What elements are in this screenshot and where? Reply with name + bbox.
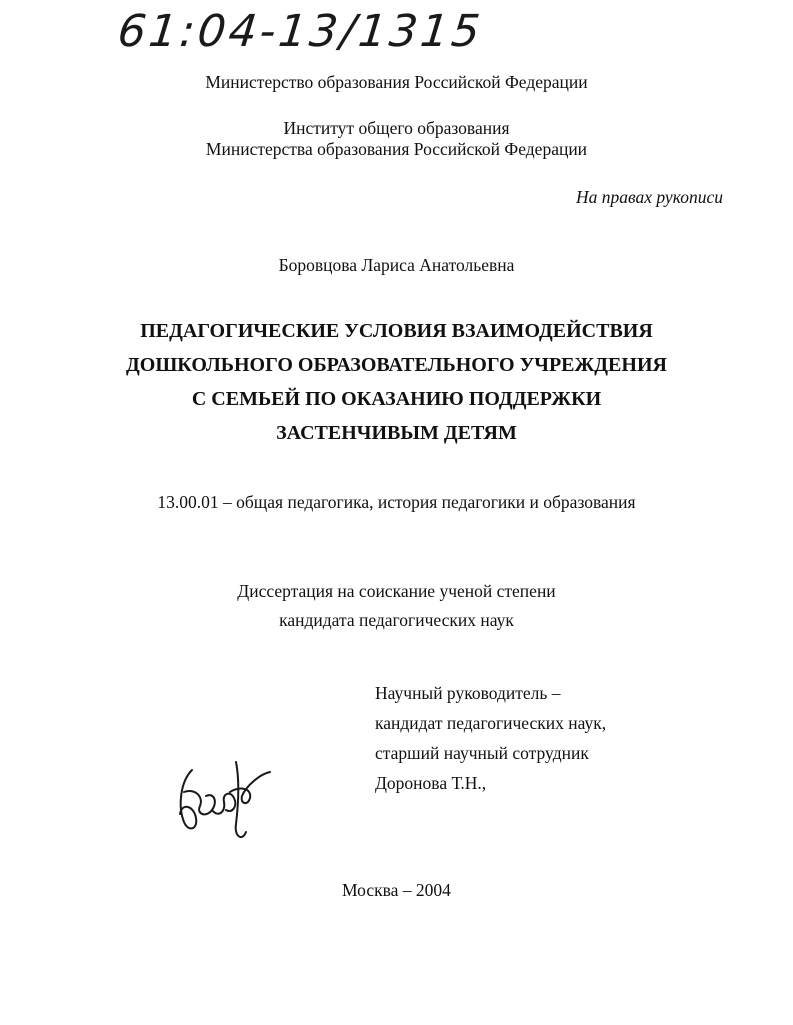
advisor-block: [375, 678, 606, 798]
title-line: ПЕДАГОГИЧЕСКИЕ УСЛОВИЯ ВЗАИМОДЕЙСТВИЯ: [140, 320, 653, 342]
handwritten-signature: [170, 752, 280, 847]
advisor-line: Научный руководитель –: [375, 683, 561, 703]
manuscript-note: На правах рукописи: [576, 187, 723, 207]
degree-line: кандидата педагогических наук: [279, 610, 514, 630]
institute-name: Институт общего образования: [283, 118, 510, 138]
advisor-line: старший научный сотрудник: [375, 743, 589, 763]
handwritten-catalog-number: 61:04-13/1315: [115, 6, 486, 57]
title-line: ЗАСТЕНЧИВЫМ ДЕТЯМ: [276, 422, 517, 444]
author-name: Боровцова Лариса Анатольевна: [278, 255, 515, 275]
advisor-line: Доронова Т.Н.,: [375, 773, 487, 793]
title-line: С СЕМЬЕЙ ПО ОКАЗАНИЮ ПОДДЕРЖКИ: [191, 388, 602, 410]
advisor-line: кандидат педагогических наук,: [375, 713, 607, 733]
degree-line: Диссертация на соискание ученой степени: [237, 581, 556, 601]
institute-parent: Министерства образования Российской Федерации: [205, 139, 588, 159]
specialty-code: 13.00.01 – общая педагогика, история педагогики и образования: [157, 492, 636, 512]
ministry-heading: Министерство образования Российской Федерации: [205, 72, 588, 92]
dissertation-title: [0, 314, 793, 450]
city-and-year: Москва – 2004: [342, 880, 451, 900]
title-line: ДОШКОЛЬНОГО ОБРАЗОВАТЕЛЬНОГО УЧРЕЖДЕНИЯ: [126, 354, 667, 376]
